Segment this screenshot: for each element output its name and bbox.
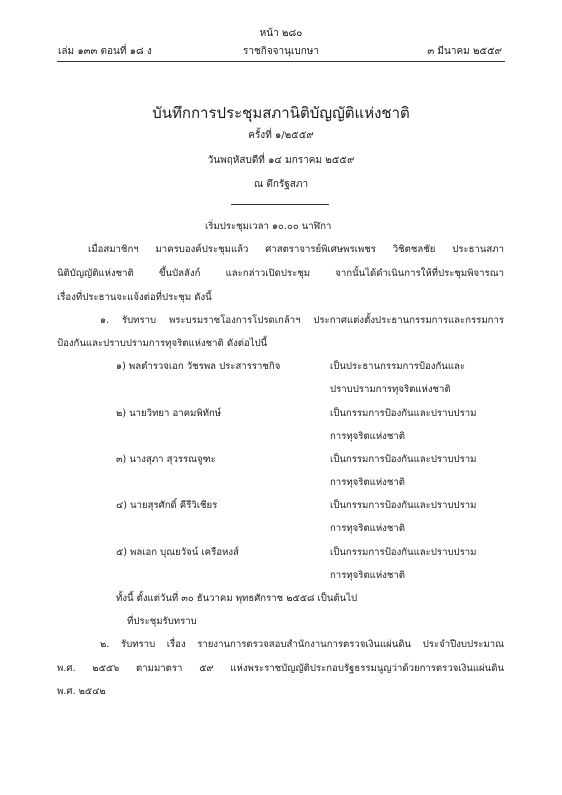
publication-date: ๓ มีนาคม ๒๕๕๙ <box>427 46 502 57</box>
appointee-name: ๔) นายสุรศักดิ์ คีรีวิเชียร <box>116 500 218 511</box>
effective-date: ทั้งนี้ ตั้งแต่วันที่ ๓๐ ธันวาคม พุทธศักราช ๒๕๕๘ เป็นต้นไป <box>116 593 358 604</box>
appointee-role: เป็นกรรมการป้องกันและปราบปราม <box>330 454 477 465</box>
item1-line-2: ป้องกันและปราบปรามการทุจริตแห่งชาติ ดังต่อไปนี้ <box>57 338 268 349</box>
meeting-venue: ณ ตึกรัฐสภา <box>253 179 309 190</box>
start-time: เริ่มประชุมเวลา ๑๐.๐๐ นาฬิกา <box>205 221 332 232</box>
document-title: บันทึกการประชุมสภานิติบัญญัติแห่งชาติ <box>152 104 410 122</box>
header-divider <box>57 61 505 62</box>
appointee-role-cont: การทุจริตแห่งชาติ <box>330 570 405 581</box>
appointee-role: เป็นประธานกรรมการป้องกันและ <box>330 361 466 372</box>
appointee-role-cont: ปราบปรามการทุจริตแห่งชาติ <box>330 384 451 395</box>
intro-line-1: เมื่อสมาชิกฯ มาครบองค์ประชุมแล้ว ศาสตราจารย์พิเศษพรเพชร วิชิตชลชัย ประธานสภา <box>88 244 504 255</box>
session-number: ครั้งที่ ๑/๒๕๕๙ <box>248 130 314 141</box>
intro-line-3: เรื่องที่ประธานจะแจ้งต่อที่ประชุม ดังนี้ <box>57 292 212 303</box>
appointee-role: เป็นกรรมการป้องกันและปราบปราม <box>330 547 477 558</box>
item2-line-1: ๒. รับทราบ เรื่อง รายงานการตรวจสอบสำนักงานการตรวจเงินแผ่นดิน ประจำปีงบประมาณ <box>100 639 504 650</box>
title-divider <box>231 204 329 205</box>
appointee-role: เป็นกรรมการป้องกันและปราบปราม <box>330 500 477 511</box>
gazette-name: ราชกิจจานุเบกษา <box>242 46 320 57</box>
intro-line-2: นิติบัญญัติแห่งชาติ ขึ้นบัลลังก์ และกล่าวเปิดประชุม จากนั้นได้ดำเนินการให้ที่ประชุมพิจารณา <box>57 268 504 279</box>
page-number: หน้า ๒๘๐ <box>259 28 303 39</box>
meeting-date: วันพฤหัสบดีที่ ๑๔ มกราคม ๒๕๕๙ <box>207 155 355 166</box>
appointee-role: เป็นกรรมการป้องกันและปราบปราม <box>330 408 477 419</box>
appointee-role-cont: การทุจริตแห่งชาติ <box>330 431 405 442</box>
appointee-name: ๒) นายวิทยา อาคมพิทักษ์ <box>116 408 222 419</box>
appointee-name: ๕) พลเอก บุณยวัจน์ เครือหงส์ <box>116 547 239 558</box>
resolution: ที่ประชุมรับทราบ <box>127 616 197 627</box>
item2-line-3: พ.ศ. ๒๕๔๒ <box>57 686 106 697</box>
item2-line-2: พ.ศ. ๒๕๕๖ ตามมาตรา ๕๙ แห่งพระราชบัญญัติประกอบรัฐธรรมนูญว่าด้วยการตรวจเงินแผ่นดิน <box>57 663 504 674</box>
appointee-role-cont: การทุจริตแห่งชาติ <box>330 477 405 488</box>
appointee-name: ๓) นางสุภา สุวรรณจูฑะ <box>116 454 216 465</box>
issue-number: เล่ม ๑๓๓ ตอนที่ ๑๘ ง <box>58 46 152 57</box>
appointee-name: ๑) พลตำรวจเอก วัชรพล ประสารราชกิจ <box>116 361 281 372</box>
item1-line-1: ๑. รับทราบ พระบรมราชโองการโปรดเกล้าฯ ประกาศแต่งตั้งประธานกรรมการและกรรมการ <box>100 315 504 326</box>
appointee-role-cont: การทุจริตแห่งชาติ <box>330 523 405 534</box>
